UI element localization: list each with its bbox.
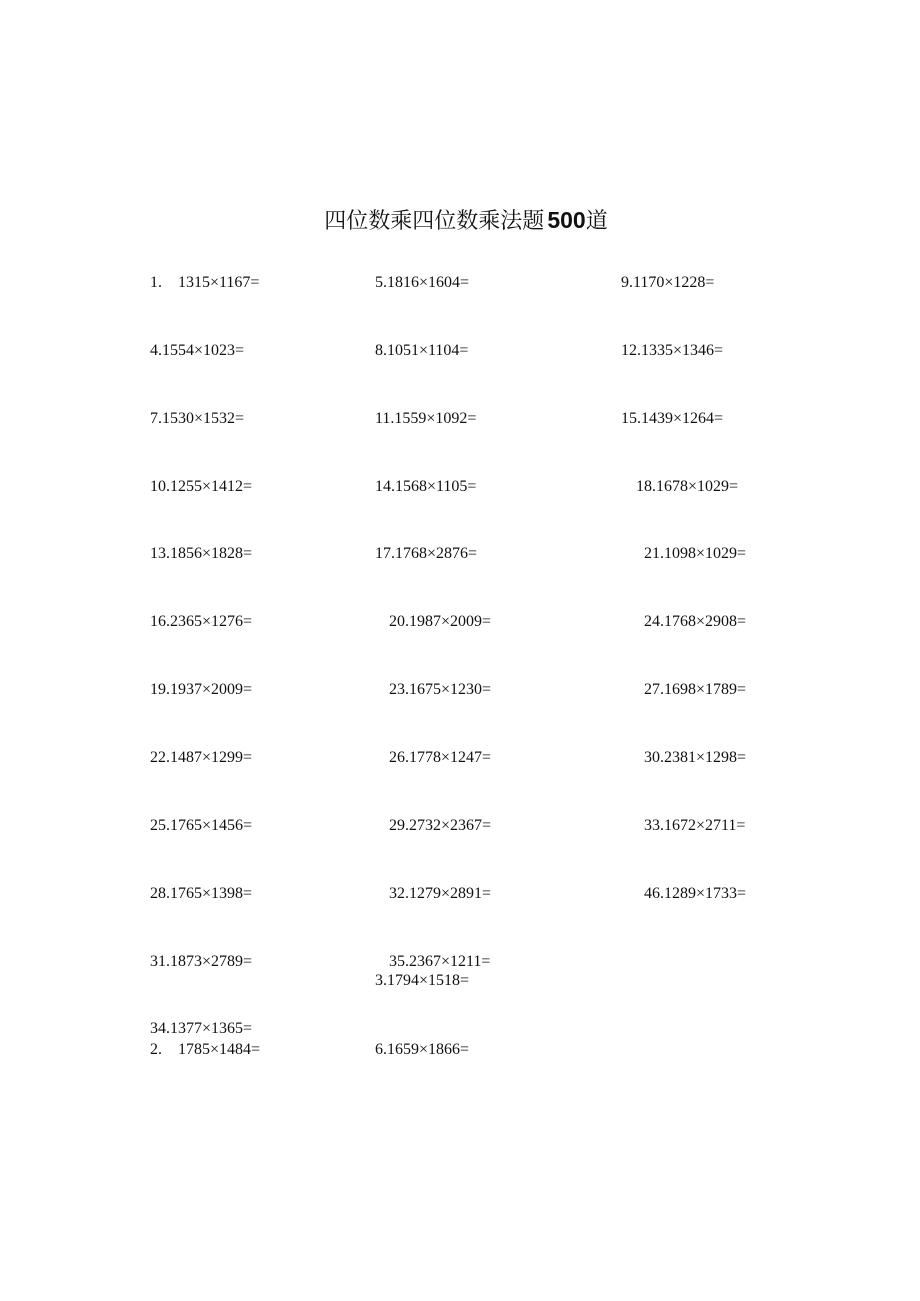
problem-number: 3. bbox=[375, 972, 387, 989]
problem-number: 26. bbox=[389, 749, 409, 766]
problem-number: 30. bbox=[644, 749, 664, 766]
problem-8 bbox=[375, 342, 468, 360]
problem-number: 5. bbox=[375, 274, 387, 291]
problem-33 bbox=[644, 817, 745, 835]
problem-expression: 1051×1104= bbox=[387, 342, 469, 359]
title-text: 四位数乘四位数乘法题 bbox=[324, 209, 545, 234]
problem-expression: 2381×1298= bbox=[664, 749, 747, 766]
problem-number: 20. bbox=[389, 613, 409, 630]
problem-2 bbox=[150, 1041, 260, 1059]
problem-expression: 1987×2009= bbox=[409, 613, 492, 630]
problem-expression: 1698×1789= bbox=[664, 681, 747, 698]
problem-number: 22. bbox=[150, 749, 170, 766]
problem-expression: 1659×1866= bbox=[387, 1041, 470, 1058]
problem-expression: 1335×1346= bbox=[641, 342, 724, 359]
problem-number: 32. bbox=[389, 885, 409, 902]
title-unit: 道 bbox=[585, 209, 608, 234]
problem-expression: 1289×1733= bbox=[664, 885, 747, 902]
problem-number: 19. bbox=[150, 681, 170, 698]
problem-expression: 1678×1029= bbox=[656, 478, 739, 495]
problem-expression: 1778×1247= bbox=[409, 749, 492, 766]
problem-27 bbox=[644, 681, 746, 699]
problem-number: 9. bbox=[621, 274, 633, 291]
problem-expression: 1816×1604= bbox=[387, 274, 470, 291]
problem-29 bbox=[389, 817, 491, 835]
problem-number: 46. bbox=[644, 885, 664, 902]
problem-20 bbox=[389, 613, 491, 631]
problem-expression: 1559×1092= bbox=[394, 410, 477, 427]
problem-15 bbox=[621, 410, 723, 428]
problem-number: 2. bbox=[150, 1041, 162, 1058]
problem-number: 24. bbox=[644, 613, 664, 630]
page-title bbox=[0, 204, 920, 235]
problem-21 bbox=[644, 545, 746, 563]
problem-31 bbox=[150, 953, 252, 971]
problem-expression: 1765×1398= bbox=[170, 885, 253, 902]
problem-25 bbox=[150, 817, 252, 835]
problem-46 bbox=[644, 885, 746, 903]
problem-expression: 1439×1264= bbox=[641, 410, 724, 427]
problem-number: 21. bbox=[644, 545, 664, 562]
problem-35 bbox=[389, 953, 490, 971]
problem-expression: 2367×1211= bbox=[409, 953, 491, 970]
problem-number: 33. bbox=[644, 817, 664, 834]
problem-number: 1. bbox=[150, 274, 162, 291]
problem-13 bbox=[150, 545, 252, 563]
problem-3 bbox=[375, 972, 469, 990]
problem-16 bbox=[150, 613, 252, 631]
problem-expression: 1098×1029= bbox=[664, 545, 747, 562]
title-count: 500 bbox=[547, 207, 586, 233]
problem-expression: 1170×1228= bbox=[633, 274, 715, 291]
problem-expression: 1768×2876= bbox=[395, 545, 478, 562]
problem-expression: 1672×2711= bbox=[664, 817, 746, 834]
problem-expression: 1675×1230= bbox=[409, 681, 492, 698]
problem-24 bbox=[644, 613, 746, 631]
problem-number: 6. bbox=[375, 1041, 387, 1058]
problem-number: 17. bbox=[375, 545, 395, 562]
problem-expression: 1255×1412= bbox=[170, 478, 253, 495]
problem-expression: 1937×2009= bbox=[170, 681, 253, 698]
problem-expression: 1315×1167= bbox=[178, 274, 260, 291]
problem-number: 28. bbox=[150, 885, 170, 902]
problem-number: 18. bbox=[636, 478, 656, 495]
problem-expression: 1487×1299= bbox=[170, 749, 253, 766]
problem-number: 23. bbox=[389, 681, 409, 698]
problem-number: 31. bbox=[150, 953, 170, 970]
problem-number: 4. bbox=[150, 342, 162, 359]
problem-expression: 1765×1456= bbox=[170, 817, 253, 834]
problem-expression: 1856×1828= bbox=[170, 545, 253, 562]
problem-number: 11. bbox=[375, 410, 395, 427]
problem-1 bbox=[150, 274, 259, 292]
problem-9 bbox=[621, 274, 714, 292]
problem-expression: 1785×1484= bbox=[178, 1041, 261, 1058]
problem-11 bbox=[375, 410, 476, 428]
problem-number: 7. bbox=[150, 410, 162, 427]
problem-32 bbox=[389, 885, 491, 903]
problem-expression: 1794×1518= bbox=[387, 972, 470, 989]
problem-expression: 1568×1105= bbox=[395, 478, 477, 495]
problem-22 bbox=[150, 749, 252, 767]
problem-number: 35. bbox=[389, 953, 409, 970]
problem-expression: 1279×2891= bbox=[409, 885, 492, 902]
problem-4 bbox=[150, 342, 244, 360]
problem-18 bbox=[636, 478, 738, 496]
problem-expression: 1530×1532= bbox=[162, 410, 245, 427]
problem-expression: 1377×1365= bbox=[170, 1020, 253, 1037]
problem-17 bbox=[375, 545, 477, 563]
problem-30 bbox=[644, 749, 746, 767]
problem-number: 27. bbox=[644, 681, 664, 698]
problem-7 bbox=[150, 410, 244, 428]
problem-number: 34. bbox=[150, 1020, 170, 1037]
problem-number: 25. bbox=[150, 817, 170, 834]
problem-number: 16. bbox=[150, 613, 170, 630]
problem-number: 14. bbox=[375, 478, 395, 495]
problem-expression: 2732×2367= bbox=[409, 817, 492, 834]
problem-expression: 1554×1023= bbox=[162, 342, 245, 359]
problem-number: 15. bbox=[621, 410, 641, 427]
problem-number: 10. bbox=[150, 478, 170, 495]
problem-26 bbox=[389, 749, 491, 767]
problem-number: 29. bbox=[389, 817, 409, 834]
problem-number: 13. bbox=[150, 545, 170, 562]
problem-12 bbox=[621, 342, 723, 360]
problem-expression: 2365×1276= bbox=[170, 613, 253, 630]
problem-19 bbox=[150, 681, 252, 699]
problem-number: 12. bbox=[621, 342, 641, 359]
problem-6 bbox=[375, 1041, 469, 1059]
problem-expression: 1873×2789= bbox=[170, 953, 253, 970]
problem-14 bbox=[375, 478, 476, 496]
problem-5 bbox=[375, 274, 469, 292]
problem-expression: 1768×2908= bbox=[664, 613, 747, 630]
problem-number: 8. bbox=[375, 342, 387, 359]
problem-23 bbox=[389, 681, 491, 699]
problem-34 bbox=[150, 1020, 252, 1038]
problem-10 bbox=[150, 478, 252, 496]
problem-28 bbox=[150, 885, 252, 903]
